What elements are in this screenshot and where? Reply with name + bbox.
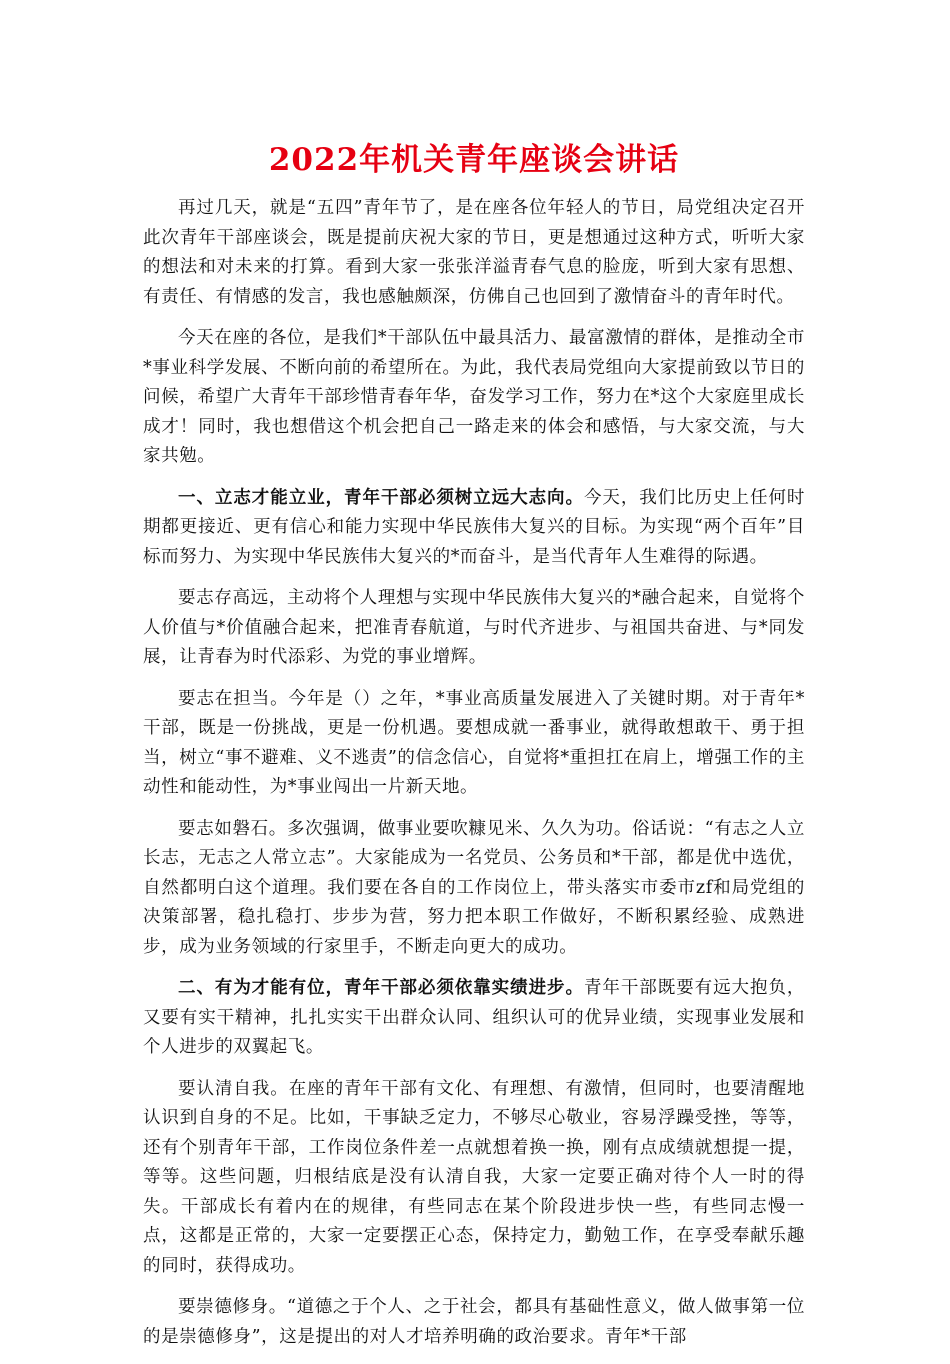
paragraph-6 — [143, 815, 805, 963]
paragraph-text: 要志在担当。今年是（）之年，*事业高质量发展进入了关键时期。对于青年*干部，既是一份挑战，更是一份机遇。要想成就一番事业，就得敢想敢干、勇于担当，树立“事不避难、义不逃责”的信念信心，自觉将*重担扛在肩上，增强工作的主动性和能动性，为*事业闯出一片新天地。 — [143, 688, 805, 797]
paragraph-5 — [143, 685, 805, 803]
paragraph-1 — [143, 194, 805, 312]
paragraph-2 — [143, 324, 805, 472]
paragraph-9 — [143, 1293, 805, 1352]
document-title: 2022年机关青年座谈会讲话 — [268, 142, 680, 178]
section-heading: 一、立志才能立业，青年干部必须树立远大志向。 — [178, 487, 584, 508]
paragraph-text: 今天，我们比历史上任何时期都更接近、更有信心和能力实现中华民族伟大复兴的目标。为实现“两个百年”目标而努力、为实现中华民族伟大复兴的*而奋斗，是当代青年人生难得的际遇。 — [143, 487, 806, 567]
paragraph-text: 要志存高远，主动将个人理想与实现中华民族伟大复兴的*融合起来，自觉将个人价值与*价值融合起来，把准青春航道，与时代齐进步、与祖国共奋进、与*同发展，让青春为时代添彩、为党的事业增辉。 — [143, 588, 805, 667]
paragraph-8 — [143, 1075, 805, 1282]
paragraph-text: 今天在座的各位，是我们*干部队伍中最具活力、最富激情的群体，是推动全市*事业科学发展、不断向前的希望所在。为此，我代表局党组向大家提前致以节日的问候，希望广大青年干部珍惜青春年华，奋发学习工作，努力在*这个大家庭里成长成才！同时，我也想借这个机会把自己一路走来的体会和感悟，与大家交流，与大家共勉。 — [143, 328, 805, 466]
section-1-paragraph — [143, 484, 805, 573]
paragraph-text: 要崇德修身。“道德之于个人、之于社会，都具有基础性意义，做人做事第一位的是崇德修身”，这是提出的对人才培养明确的政治要求。青年*干部 — [143, 1297, 805, 1347]
paragraph-text: 要志如磐石。多次强调，做事业要吹糠见米、久久为功。俗话说：“有志之人立长志，无志之人常立志”。大家能成为一名党员、公务员和*干部，都是优中选优，自然都明白这个道理。我们要在各自的工作岗位上，带头落实市委市zf和局党组的决策部署，稳扎稳打、步步为营，努力把本职工作做好，不断积累经验、成熟进步，成为业务领域的行家里手，不断走向更大的成功。 — [143, 818, 805, 957]
section-heading: 二、有为才能有位，青年干部必须依靠实绩进步。 — [178, 978, 584, 998]
paragraph-4 — [143, 584, 805, 673]
paragraph-text: 再过几天，就是“五四”青年节了，是在座各位年轻人的节日，局党组决定召开此次青年干部座谈会，既是提前庆祝大家的节日，更是想通过这种方式，听听大家的想法和对未来的打算。看到大家一张张洋溢青春气息的脸庞，听到大家有思想、有责任、有情感的发言，我也感触颇深，仿佛自己也回到了激情奋斗的青年时代。 — [143, 198, 805, 307]
paragraph-text: 青年干部既要有远大抱负，又要有实干精神，扎扎实实干出群众认同、组织认可的优异业绩，实现事业发展和个人进步的双翼起飞。 — [143, 978, 806, 1057]
document-page — [143, 138, 805, 1364]
section-2-paragraph — [143, 974, 805, 1063]
paragraph-text: 要认清自我。在座的青年干部有文化、有理想、有激情，但同时，也要清醒地认识到自身的不足。比如，干事缺乏定力，不够尽心敬业，容易浮躁受挫，等等，还有个别青年干部，工作岗位条件差一点就想着换一换，刚有点成绩就想提一提，等等。这些问题，归根结底是没有认清自我，大家一定要正确对待个人一时的得失。干部成长有着内在的规律，有些同志在某个阶段进步快一些，有些同志慢一点，这都是正常的，大家一定要摆正心态，保持定力，勤勉工作，在享受奉献乐趣的同时，获得成功。 — [143, 1078, 805, 1276]
